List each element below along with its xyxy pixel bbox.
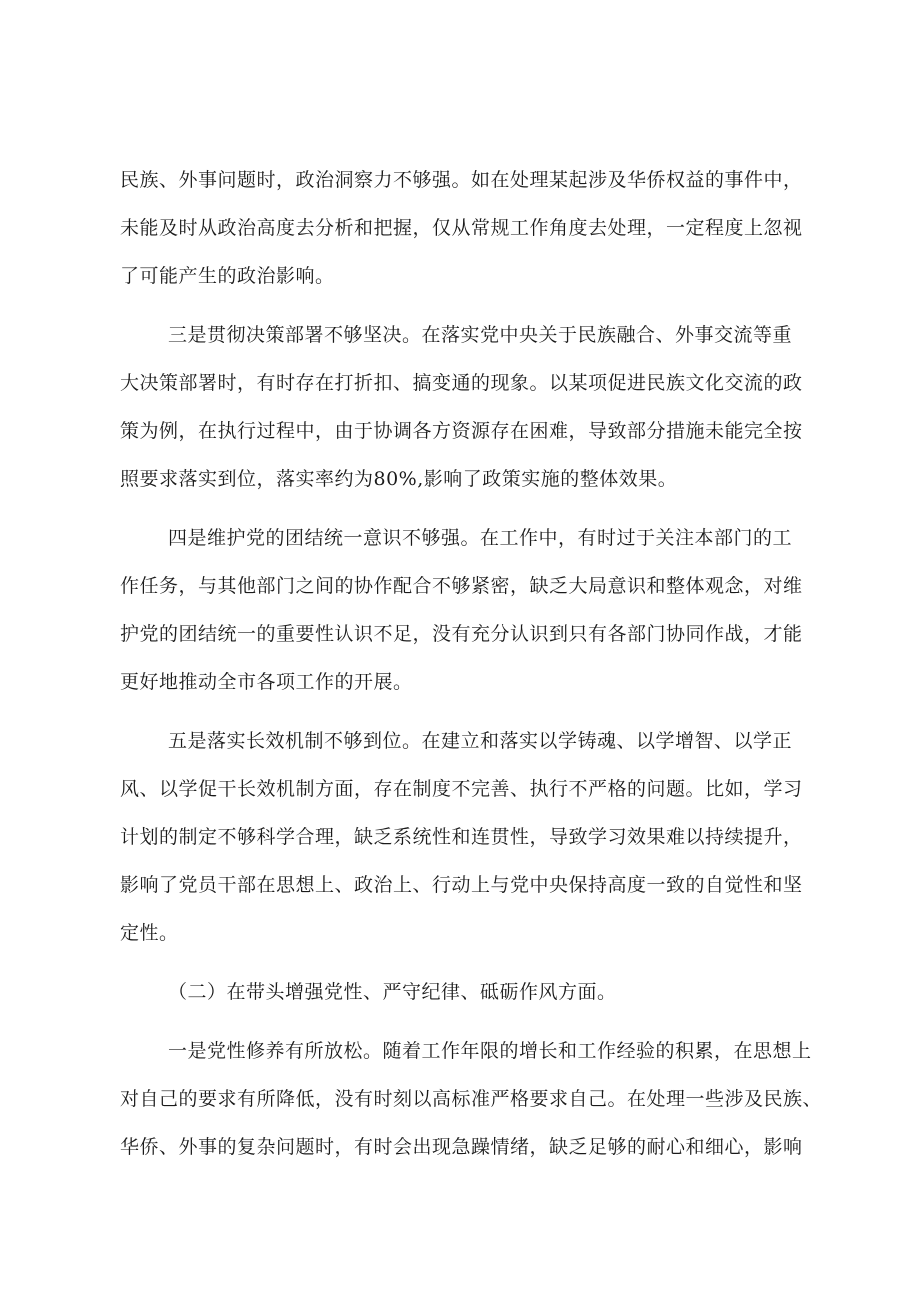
text-line: 照要求落实到位，落实率约为80%,影响了政策实施的整体效果。 [120,468,678,490]
text-line: 策为例，在执行过程中，由于协调各方资源存在困难，导致部分措施未能完全按 [120,420,803,442]
text-line: 华侨、外事的复杂问题时，有时会出现急躁情绪，缺乏足够的耐心和细心，影响 [120,1136,803,1158]
paragraph-start: 三是贯彻决策部署不够坚决。在落实党中央关于民族融合、外事交流等重 [168,324,793,346]
paragraph-start: 四是维护党的团结统一意识不够强。在工作中，有时过于关注本部门的工 [168,527,793,549]
text-line: 未能及时从政治高度去分析和把握，仅从常规工作角度去处理，一定程度上忽视 [120,217,803,239]
text-line: 影响了党员干部在思想上、政治上、行动上与党中央保持高度一致的自觉性和坚 [120,874,803,896]
text-line: 定性。 [120,922,179,944]
paragraph-start: 一是党性修养有所放松。随着工作年限的增长和工作经验的积累，在思想上 [168,1040,812,1062]
text-line: 计划的制定不够科学合理，缺乏系统性和连贯性，导致学习效果难以持续提升， [120,826,803,848]
text-line: 护党的团结统一的重要性认识不足，没有充分认识到只有各部门协同作战，才能 [120,623,803,645]
paragraph-start: 五是落实长效机制不够到位。在建立和落实以学铸魂、以学增智、以学正 [168,730,793,752]
text-line: 更好地推动全市各项工作的开展。 [120,671,413,693]
text-line: 作任务，与其他部门之间的协作配合不够紧密，缺乏大局意识和整体观念，对维 [120,575,803,597]
text-line: 了可能产生的政治影响。 [120,265,335,287]
text-line: 民族、外事问题时，政治洞察力不够强。如在处理某起涉及华侨权益的事件中， [120,169,803,191]
section-heading: （二）在带头增强党性、严守纪律、砥砺作风方面。 [168,981,617,1003]
text-line: 大决策部署时，有时存在打折扣、搞变通的现象。以某项促进民族文化交流的政 [120,372,803,394]
text-line: 风、以学促干长效机制方面，存在制度不完善、执行不严格的问题。比如，学习 [120,778,803,800]
text-line: 对自己的要求有所降低，没有时刻以高标准严格要求自己。在处理一些涉及民族、 [120,1088,823,1110]
